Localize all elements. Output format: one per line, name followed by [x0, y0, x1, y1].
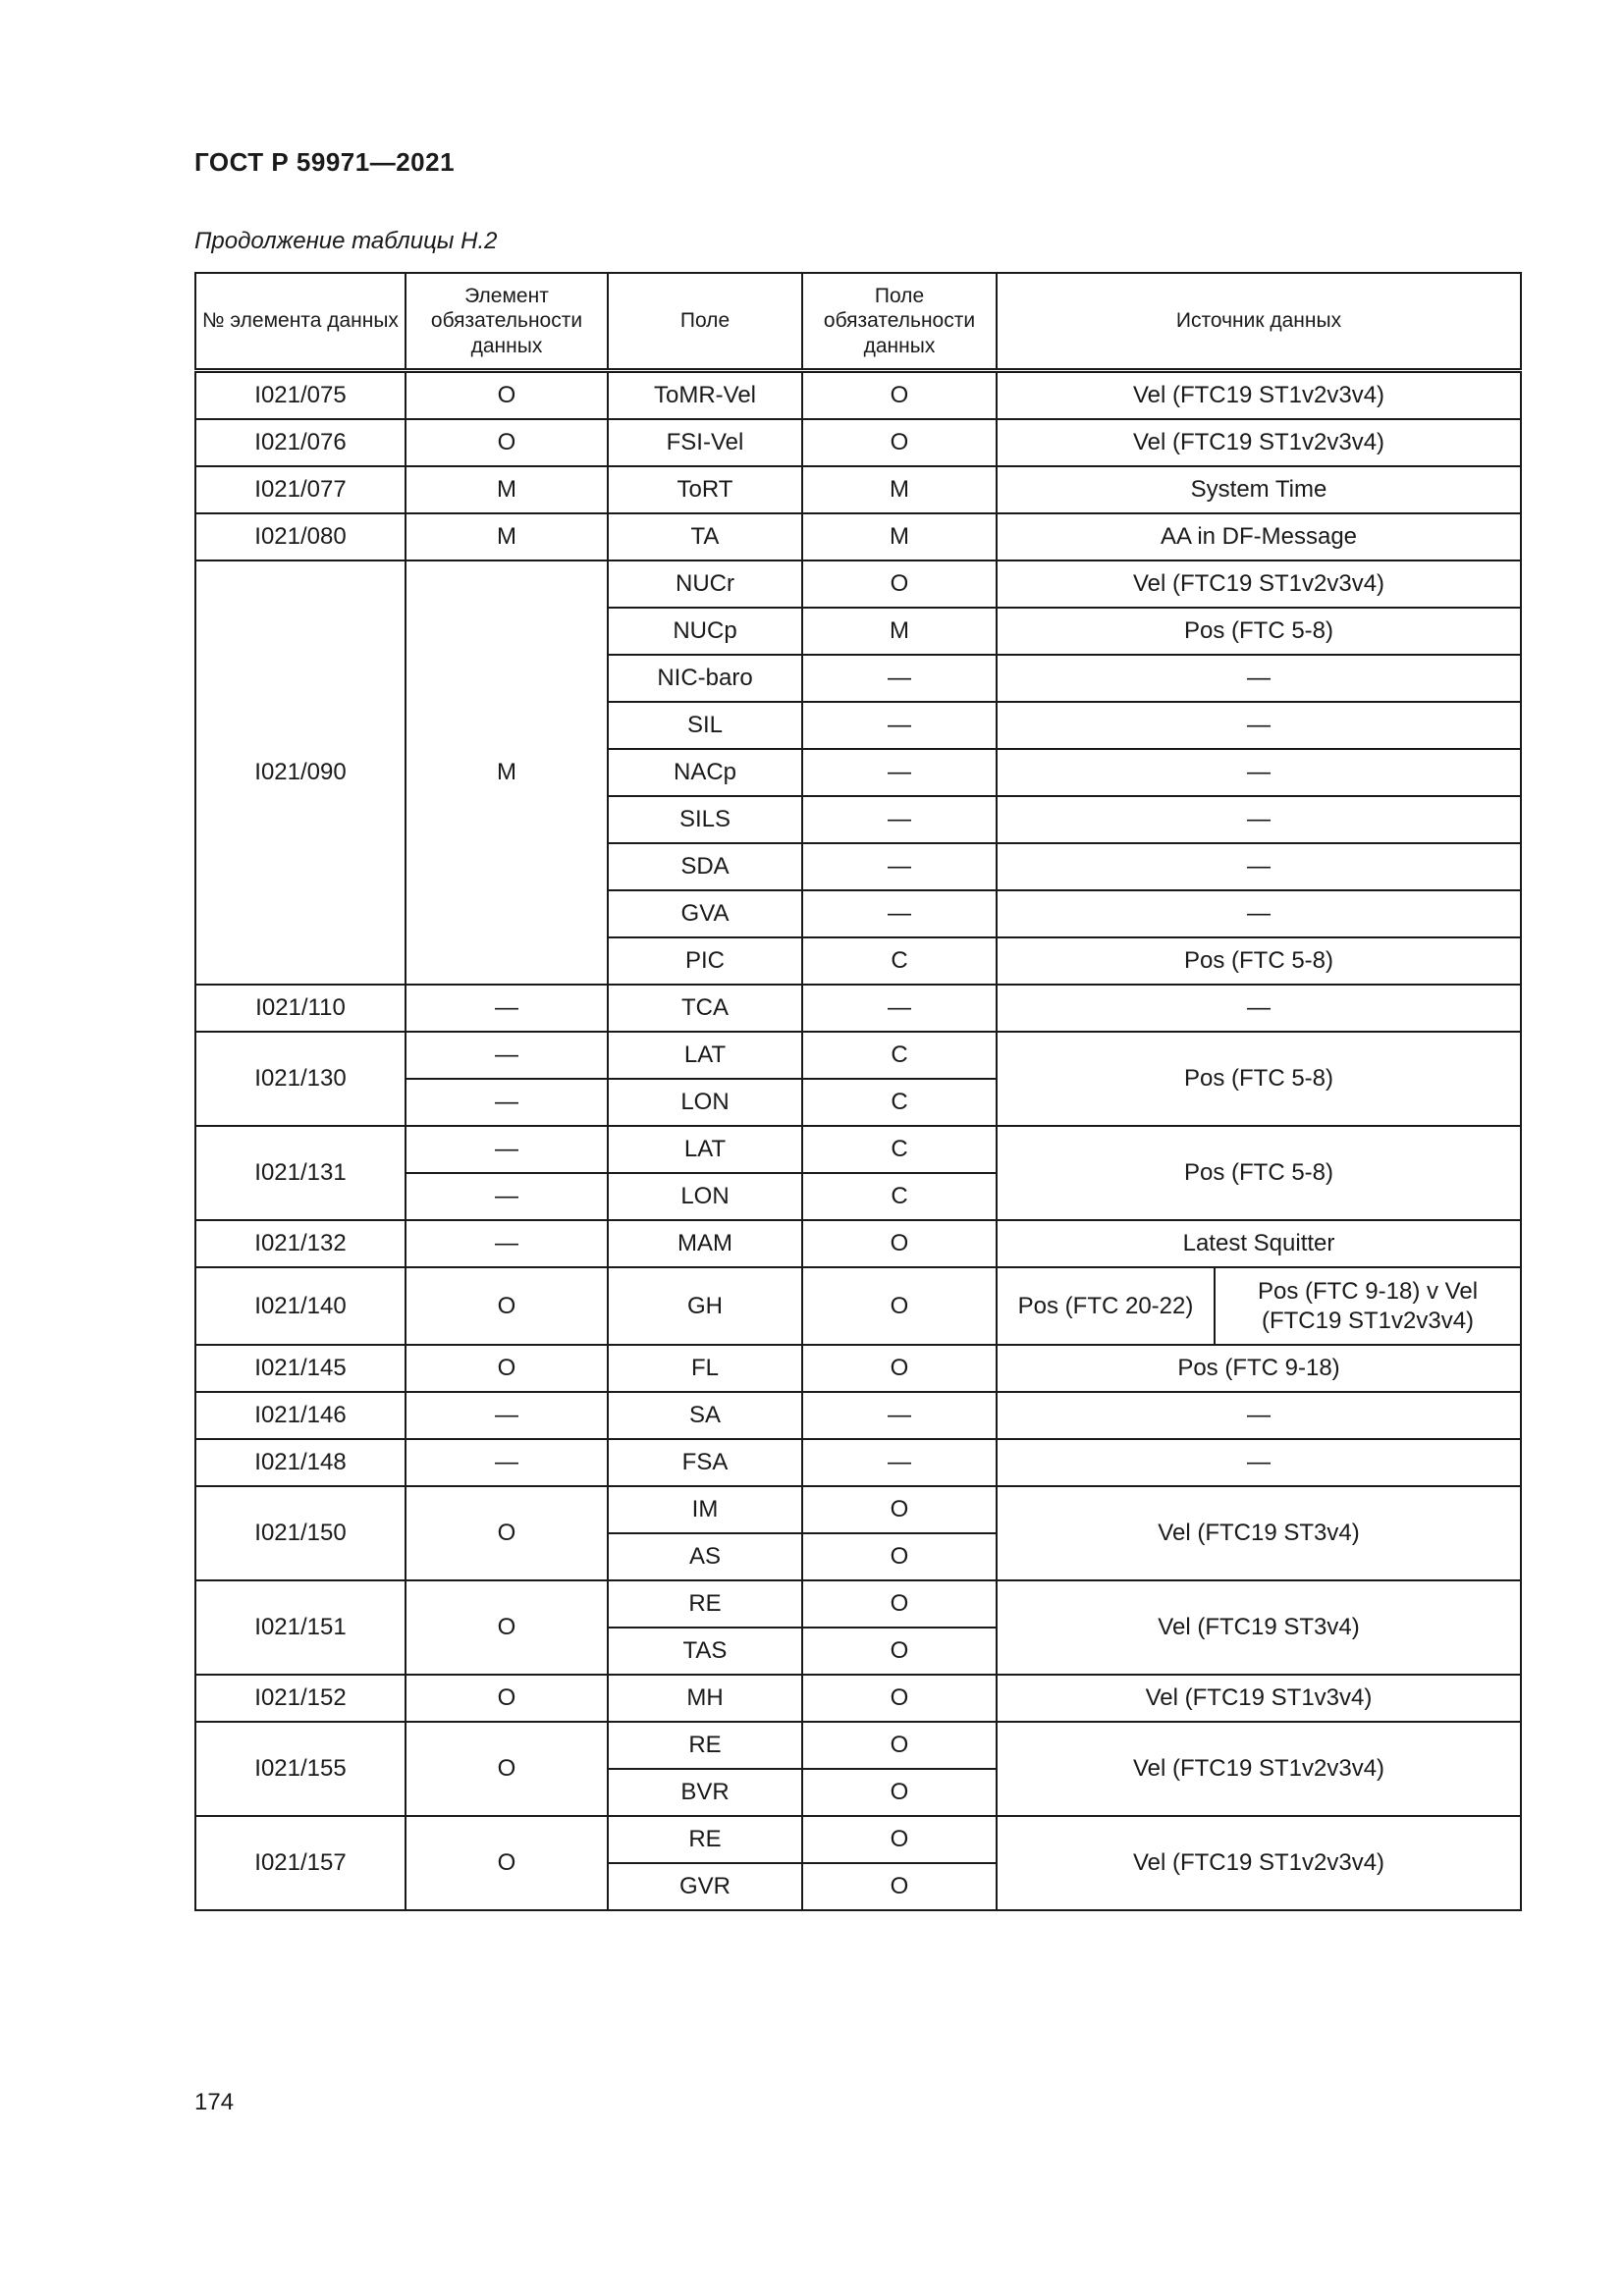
cell-field-req: M	[802, 608, 997, 655]
table-row	[195, 466, 1521, 513]
cell-element-req: O	[406, 1267, 608, 1345]
table-caption: Продолжение таблицы Н.2	[194, 228, 498, 254]
cell-field-req: C	[802, 937, 997, 985]
cell-field-req: —	[802, 985, 997, 1032]
column-header-field-requirement: Поле обязательности данных	[802, 273, 997, 371]
cell-field: SDA	[608, 843, 802, 890]
cell-source: —	[997, 843, 1521, 890]
cell-field-req: O	[802, 1722, 997, 1769]
cell-item: I021/151	[195, 1580, 406, 1675]
cell-field-req: M	[802, 466, 997, 513]
cell-source-part-1: Pos (FTC 20-22)	[997, 1267, 1215, 1345]
cell-field: ToMR-Vel	[608, 371, 802, 420]
cell-source: Vel (FTC19 ST1v2v3v4)	[997, 1722, 1521, 1816]
cell-field: IM	[608, 1486, 802, 1533]
cell-element-req: O	[406, 1816, 608, 1910]
cell-source: —	[997, 890, 1521, 937]
cell-source: Pos (FTC 5-8)	[997, 608, 1521, 655]
cell-field: BVR	[608, 1769, 802, 1816]
cell-source: Vel (FTC19 ST3v4)	[997, 1580, 1521, 1675]
cell-field: NUCr	[608, 561, 802, 608]
cell-source: Pos (FTC 5-8)	[997, 1126, 1521, 1220]
cell-field: RE	[608, 1722, 802, 1769]
cell-field: TAS	[608, 1628, 802, 1675]
cell-field-req: C	[802, 1126, 997, 1173]
cell-element-req: O	[406, 1580, 608, 1675]
page-number: 174	[194, 2089, 235, 2115]
cell-field-req: —	[802, 1439, 997, 1486]
cell-item: I021/130	[195, 1032, 406, 1126]
cell-source: Vel (FTC19 ST1v2v3v4)	[997, 561, 1521, 608]
cell-field: GH	[608, 1267, 802, 1345]
cell-field-req: —	[802, 843, 997, 890]
cell-field-req: O	[802, 1580, 997, 1628]
cell-field-req: O	[802, 1345, 997, 1392]
cell-element-req: —	[406, 1392, 608, 1439]
cell-field: LAT	[608, 1032, 802, 1079]
table-row	[195, 561, 1521, 608]
cell-field-req: O	[802, 561, 997, 608]
cell-source: Latest Squitter	[997, 1220, 1521, 1267]
cell-source: —	[997, 1439, 1521, 1486]
column-header-data-source: Источник данных	[997, 273, 1521, 371]
cell-field: LAT	[608, 1126, 802, 1173]
cell-source: Vel (FTC19 ST1v2v3v4)	[997, 371, 1521, 420]
table-row	[195, 1816, 1521, 1863]
cell-field: RE	[608, 1816, 802, 1863]
cell-element-req: O	[406, 371, 608, 420]
cell-item: I021/090	[195, 561, 406, 985]
cell-field: MH	[608, 1675, 802, 1722]
cell-field: FL	[608, 1345, 802, 1392]
cell-field-req: O	[802, 1863, 997, 1910]
cell-element-req: —	[406, 1173, 608, 1220]
data-table	[194, 272, 1522, 1911]
table-row	[195, 1267, 1521, 1345]
table-header-row	[195, 273, 1521, 371]
cell-field: TCA	[608, 985, 802, 1032]
cell-field: LON	[608, 1173, 802, 1220]
cell-element-req: O	[406, 1486, 608, 1580]
cell-field-req: O	[802, 419, 997, 466]
cell-field-req: O	[802, 1533, 997, 1580]
cell-field: MAM	[608, 1220, 802, 1267]
cell-item: I021/076	[195, 419, 406, 466]
cell-field: AS	[608, 1533, 802, 1580]
cell-element-req: O	[406, 1345, 608, 1392]
cell-item: I021/152	[195, 1675, 406, 1722]
cell-item: I021/077	[195, 466, 406, 513]
cell-field: SIL	[608, 702, 802, 749]
cell-source: Vel (FTC19 ST3v4)	[997, 1486, 1521, 1580]
cell-field-req: O	[802, 1675, 997, 1722]
cell-source: —	[997, 702, 1521, 749]
cell-field-req: C	[802, 1173, 997, 1220]
cell-item: I021/080	[195, 513, 406, 561]
column-header-field: Поле	[608, 273, 802, 371]
cell-source: —	[997, 1392, 1521, 1439]
cell-element-req: —	[406, 985, 608, 1032]
cell-field-req: C	[802, 1079, 997, 1126]
cell-field: FSA	[608, 1439, 802, 1486]
document-title: ГОСТ Р 59971—2021	[194, 147, 456, 177]
cell-item: I021/150	[195, 1486, 406, 1580]
cell-source: Vel (FTC19 ST1v2v3v4)	[997, 1816, 1521, 1910]
cell-field-req: O	[802, 1816, 997, 1863]
cell-field-req: O	[802, 1628, 997, 1675]
table-row	[195, 1722, 1521, 1769]
cell-source: System Time	[997, 466, 1521, 513]
cell-field: NUCp	[608, 608, 802, 655]
cell-item: I021/157	[195, 1816, 406, 1910]
cell-field-req: —	[802, 655, 997, 702]
cell-field-req: O	[802, 371, 997, 420]
cell-source: AA in DF-Message	[997, 513, 1521, 561]
cell-item: I021/155	[195, 1722, 406, 1816]
cell-source: —	[997, 749, 1521, 796]
cell-source: Pos (FTC 5-8)	[997, 1032, 1521, 1126]
table-row	[195, 1580, 1521, 1628]
cell-item: I021/140	[195, 1267, 406, 1345]
table-row	[195, 371, 1521, 420]
cell-source-part-2: Pos (FTC 9-18) v Vel (FTC19 ST1v2v3v4)	[1215, 1267, 1521, 1345]
cell-element-req: O	[406, 1675, 608, 1722]
cell-source: Vel (FTC19 ST1v3v4)	[997, 1675, 1521, 1722]
table-row	[195, 1486, 1521, 1533]
table-row	[195, 1392, 1521, 1439]
cell-source: —	[997, 985, 1521, 1032]
cell-field: GVA	[608, 890, 802, 937]
column-header-item-number: № элемента данных	[195, 273, 406, 371]
cell-source: —	[997, 796, 1521, 843]
cell-field: RE	[608, 1580, 802, 1628]
cell-element-req: —	[406, 1079, 608, 1126]
column-header-element-requirement: Элемент обязательности данных	[406, 273, 608, 371]
cell-field: NACp	[608, 749, 802, 796]
cell-item: I021/146	[195, 1392, 406, 1439]
table-row	[195, 1345, 1521, 1392]
table-row	[195, 513, 1521, 561]
cell-field-req: —	[802, 796, 997, 843]
cell-element-req: O	[406, 1722, 608, 1816]
table-row	[195, 1032, 1521, 1079]
cell-field-req: O	[802, 1769, 997, 1816]
cell-field: NIC-baro	[608, 655, 802, 702]
cell-field-req: C	[802, 1032, 997, 1079]
cell-source: Pos (FTC 9-18)	[997, 1345, 1521, 1392]
cell-field: SA	[608, 1392, 802, 1439]
cell-item: I021/110	[195, 985, 406, 1032]
cell-source: Vel (FTC19 ST1v2v3v4)	[997, 419, 1521, 466]
cell-element-req: —	[406, 1439, 608, 1486]
table-row	[195, 985, 1521, 1032]
cell-element-req: M	[406, 466, 608, 513]
cell-field-req: O	[802, 1267, 997, 1345]
table-row	[195, 1675, 1521, 1722]
cell-item: I021/131	[195, 1126, 406, 1220]
cell-field-req: O	[802, 1220, 997, 1267]
cell-element-req: —	[406, 1032, 608, 1079]
cell-element-req: —	[406, 1126, 608, 1173]
cell-source: —	[997, 655, 1521, 702]
cell-element-req: M	[406, 561, 608, 985]
cell-element-req: —	[406, 1220, 608, 1267]
cell-source: Pos (FTC 5-8)	[997, 937, 1521, 985]
cell-field: PIC	[608, 937, 802, 985]
cell-field: TA	[608, 513, 802, 561]
table-row	[195, 1220, 1521, 1267]
table-row	[195, 419, 1521, 466]
cell-field: ToRT	[608, 466, 802, 513]
cell-element-req: M	[406, 513, 608, 561]
cell-element-req: O	[406, 419, 608, 466]
cell-field-req: M	[802, 513, 997, 561]
cell-field: GVR	[608, 1863, 802, 1910]
table-row	[195, 1439, 1521, 1486]
table-row	[195, 1126, 1521, 1173]
cell-field-req: —	[802, 749, 997, 796]
cell-field-req: —	[802, 702, 997, 749]
cell-field-req: O	[802, 1486, 997, 1533]
cell-item: I021/075	[195, 371, 406, 420]
cell-field: FSI-Vel	[608, 419, 802, 466]
cell-item: I021/145	[195, 1345, 406, 1392]
cell-field-req: —	[802, 890, 997, 937]
cell-item: I021/148	[195, 1439, 406, 1486]
cell-field: LON	[608, 1079, 802, 1126]
cell-field: SILS	[608, 796, 802, 843]
cell-item: I021/132	[195, 1220, 406, 1267]
cell-field-req: —	[802, 1392, 997, 1439]
